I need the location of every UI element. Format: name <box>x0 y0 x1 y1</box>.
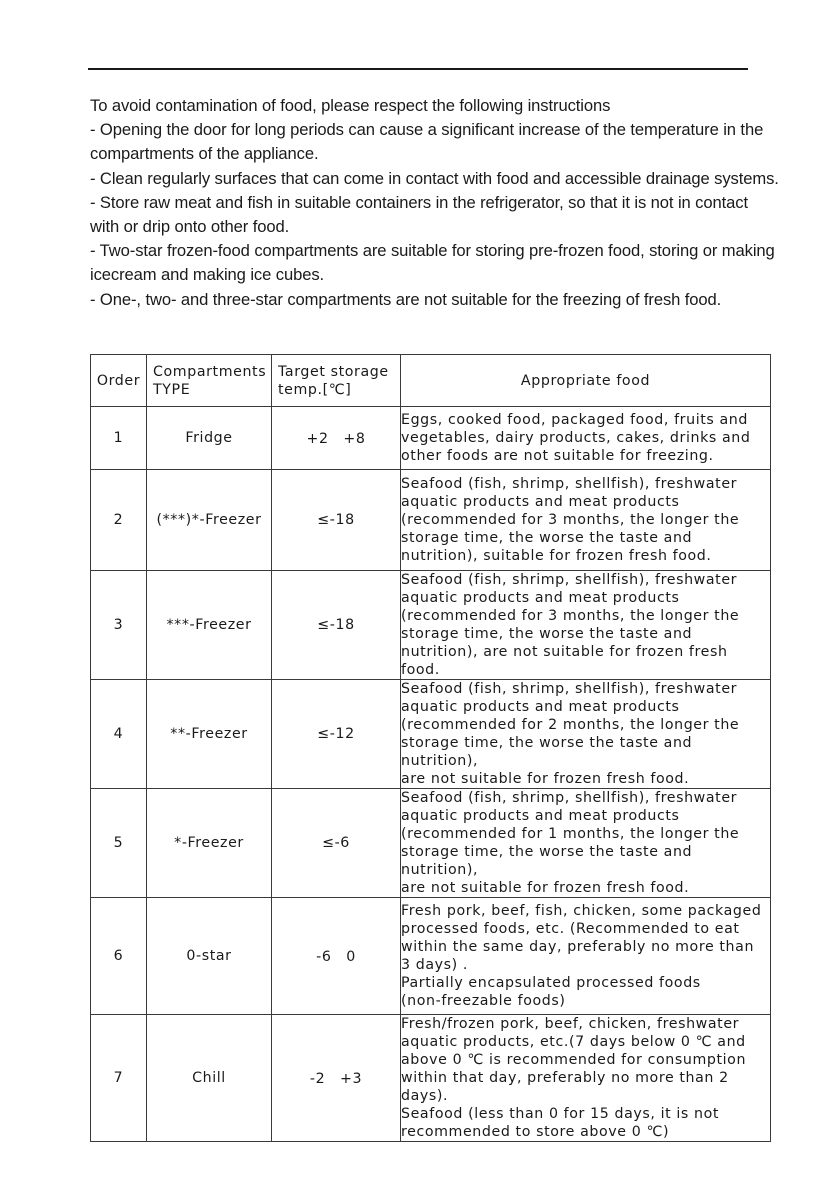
instructions-lead: To avoid contamination of food, please respect the following instructions <box>90 96 611 115</box>
instruction-item: - Two-star frozen-food compartments are suitable for storing pre-frozen food, storing or making icecream and making ice cubes. <box>90 241 775 285</box>
compartment-type-cell: **-Freezer <box>147 680 272 789</box>
order-cell: 1 <box>91 407 147 470</box>
order-cell: 3 <box>91 571 147 680</box>
temp-cell: -2 +3 <box>272 1015 401 1142</box>
food-cell: Fresh/frozen pork, beef, chicken, freshwater aquatic products, etc.(7 days below 0 ℃ and above 0 ℃ is recommended for consumption within that day, preferably no more than 2 days). Seafood (less than 0 for 15 days, it is not recommended to store above 0 ℃) <box>401 1015 771 1142</box>
instruction-item: - Store raw meat and fish in suitable containers in the refrigerator, so that it is not in contact with or drip onto other food. <box>90 192 748 237</box>
table-row <box>91 680 771 789</box>
compartment-type-cell: 0-star <box>147 898 272 1015</box>
temp-cell: ≤-18 <box>272 470 401 571</box>
food-cell: Seafood (fish, shrimp, shellfish), freshwater aquatic products and meat products (recommended for 3 months, the longer the storage time, the worse the taste and nutrition), are not suitable for frozen fresh food. <box>401 571 771 680</box>
table-row <box>91 1015 771 1142</box>
food-cell: Fresh pork, beef, fish, chicken, some packaged processed foods, etc. (Recommended to eat within the same day, preferably no more than 3 days) . Partially encapsulated processed foods (non-freezable foods) <box>401 898 771 1015</box>
order-cell: 2 <box>91 470 147 571</box>
table-header-row <box>91 355 771 407</box>
temp-cell: -6 0 <box>272 898 401 1015</box>
table-row <box>91 789 771 898</box>
table-row <box>91 571 771 680</box>
header-rule <box>88 68 748 70</box>
food-cell: Eggs, cooked food, packaged food, fruits and vegetables, dairy products, cakes, drinks and other foods are not suitable for freezing. <box>401 407 771 470</box>
compartment-type-cell: Fridge <box>147 407 272 470</box>
instruction-item: - One-, two- and three-star compartments are not suitable for the freezing of fresh food. <box>90 289 722 309</box>
temp-cell: ≤-12 <box>272 680 401 789</box>
temp-cell: ≤-18 <box>272 571 401 680</box>
compartment-type-cell: Chill <box>147 1015 272 1142</box>
instruction-item: - Opening the door for long periods can cause a significant increase of the temperature in the compartments of the appliance. <box>90 120 764 164</box>
table-row <box>91 898 771 1015</box>
header-compartment-type: Compartments TYPE <box>147 355 272 407</box>
order-cell: 4 <box>91 680 147 789</box>
instructions-text <box>90 94 780 312</box>
header-appropriate-food: Appropriate food <box>401 355 771 407</box>
temp-cell: +2 +8 <box>272 407 401 470</box>
header-order: Order <box>91 355 147 407</box>
storage-table <box>90 354 771 1142</box>
instruction-item: - Clean regularly surfaces that can come in contact with food and accessible drainage systems. <box>90 168 779 188</box>
table-row <box>91 470 771 571</box>
order-cell: 5 <box>91 789 147 898</box>
compartment-type-cell: (***)*-Freezer <box>147 470 272 571</box>
order-cell: 6 <box>91 898 147 1015</box>
food-cell: Seafood (fish, shrimp, shellfish), freshwater aquatic products and meat products (recommended for 3 months, the longer the storage time, the worse the taste and nutrition), suitable for frozen fresh food. <box>401 470 771 571</box>
order-cell: 7 <box>91 1015 147 1142</box>
table-row <box>91 407 771 470</box>
header-target-temp: Target storage temp.[℃] <box>272 355 401 407</box>
compartment-type-cell: ***-Freezer <box>147 571 272 680</box>
temp-cell: ≤-6 <box>272 789 401 898</box>
food-cell: Seafood (fish, shrimp, shellfish), freshwater aquatic products and meat products (recommended for 2 months, the longer the storage time, the worse the taste and nutrition), are not suitable for frozen fresh food. <box>401 680 771 789</box>
compartment-type-cell: *-Freezer <box>147 789 272 898</box>
food-cell: Seafood (fish, shrimp, shellfish), freshwater aquatic products and meat products (recommended for 1 months, the longer the storage time, the worse the taste and nutrition), are not suitable for frozen fresh food. <box>401 789 771 898</box>
